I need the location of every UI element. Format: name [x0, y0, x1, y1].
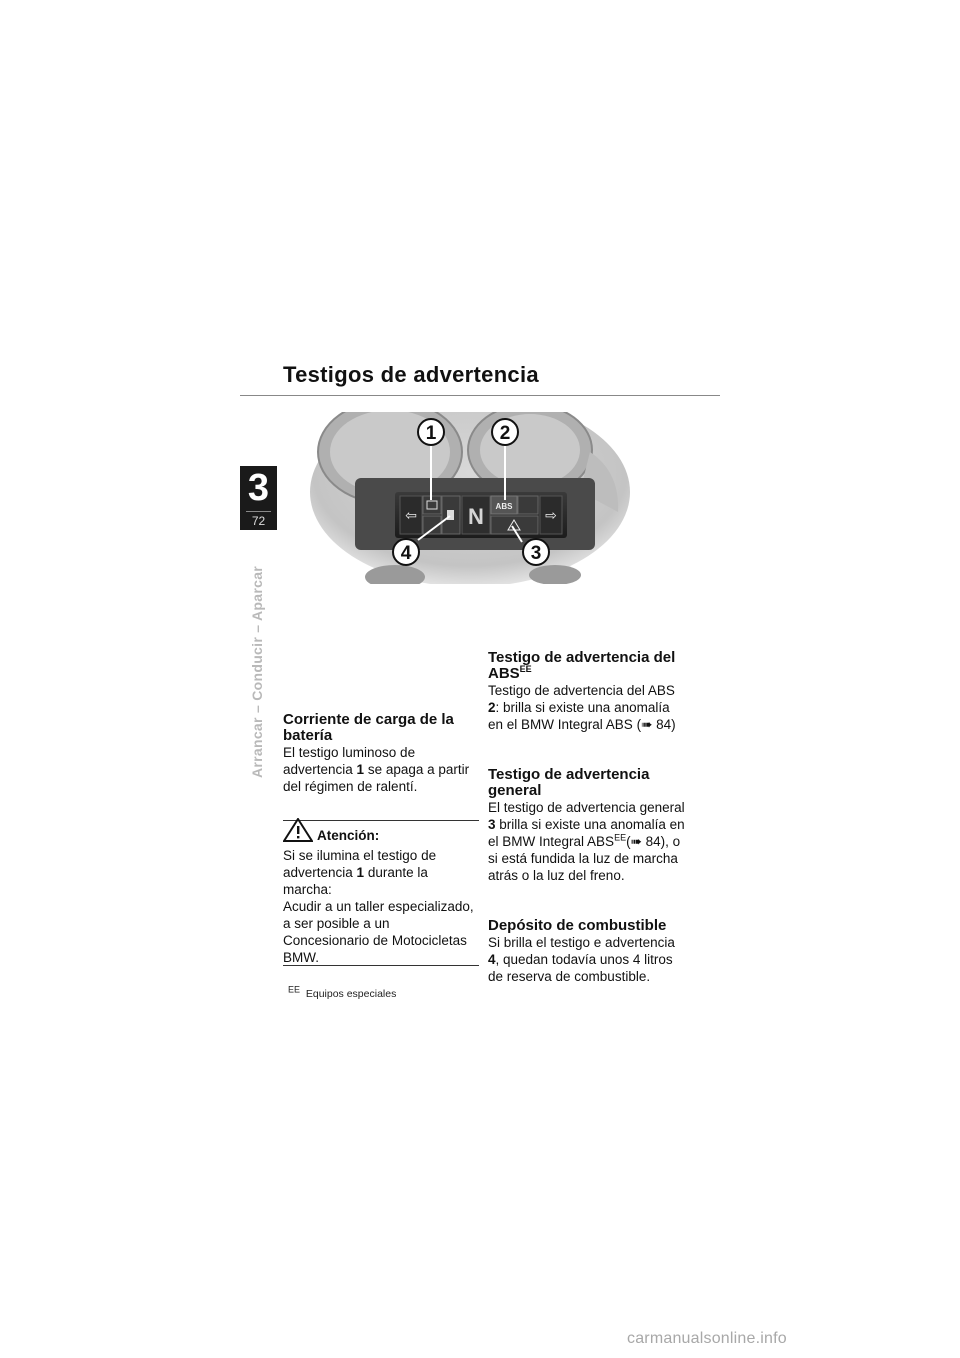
- callout-1: [418, 419, 444, 445]
- chapter-number: 3: [247, 467, 270, 509]
- oil-light: [518, 496, 538, 514]
- svg-text:1: 1: [425, 423, 437, 444]
- watermark: carmanualsonline.info: [627, 1330, 787, 1347]
- chapter-tab: [240, 466, 277, 530]
- left-turn-icon: ⇦: [405, 508, 417, 524]
- fuel-heading: Depósito de combustible: [488, 917, 667, 934]
- warning-lights-photo: [300, 412, 640, 584]
- page-number: 72: [251, 514, 266, 528]
- neutral-label: N: [468, 504, 484, 529]
- battery-heading: Corriente de carga de la batería: [283, 711, 454, 744]
- chapter-tab-divider: [246, 511, 271, 512]
- battery-charge-section: [283, 712, 473, 795]
- footnote: $^{EE}$ Equipos especiales: [288, 984, 397, 1000]
- abs-warning-section: [488, 650, 688, 733]
- general-heading: Testigo de advertencia general: [488, 766, 650, 799]
- title-rule: [240, 395, 720, 396]
- warning-text-2: Acudir a un taller especializado, a ser posible a un Concesionario de Motocicletas BMW.: [283, 899, 474, 965]
- battery-body: El testigo luminoso de advertencia 1 se apaga a partir del régimen de ralentí.: [283, 745, 470, 794]
- abs-label: ABS: [495, 502, 513, 511]
- warning-bottom-rule: [283, 965, 479, 966]
- svg-text:3: 3: [530, 543, 542, 564]
- right-turn-icon: ⇨: [545, 508, 557, 524]
- callout-3: [523, 539, 549, 565]
- callout-2: [492, 419, 518, 445]
- warning-box: [283, 820, 479, 966]
- fuel-body: Si brilla el testigo e advertencia 4, quedan todavía unos 4 litros de reserva de combustible.: [488, 935, 675, 984]
- fuel-tank-section: [488, 918, 688, 985]
- callout-4: [393, 539, 419, 565]
- warning-label: Atención:: [317, 828, 380, 843]
- abs-body: Testigo de advertencia del ABS 2: brilla si existe una anomalía en el BMW Integral ABS (➠ 84): [488, 683, 676, 732]
- page-ref-arrow-icon: ➠: [641, 717, 653, 732]
- abs-heading: Testigo de advertencia del $ABS^{EE}$: [488, 649, 676, 682]
- caution-icon: [283, 818, 313, 842]
- warning-text-1: Si se ilumina el testigo de advertencia 1 durante la marcha:: [283, 848, 437, 897]
- general-warning-section: [488, 767, 688, 884]
- page-ref-arrow-icon: ➠: [630, 834, 642, 849]
- general-body: El testigo de advertencia general 3 brilla si existe una anomalía en el BMW Integral $ABS^{EE}(➠$ 84), o si está fundida la luz de marcha atrás o la luz del freno.: [488, 800, 685, 883]
- section-title: Testigos de advertencia: [283, 362, 539, 387]
- chapter-side-title: Arrancar – Conducir – Aparcar: [249, 565, 265, 778]
- svg-text:4: 4: [400, 543, 412, 564]
- svg-text:2: 2: [499, 423, 511, 444]
